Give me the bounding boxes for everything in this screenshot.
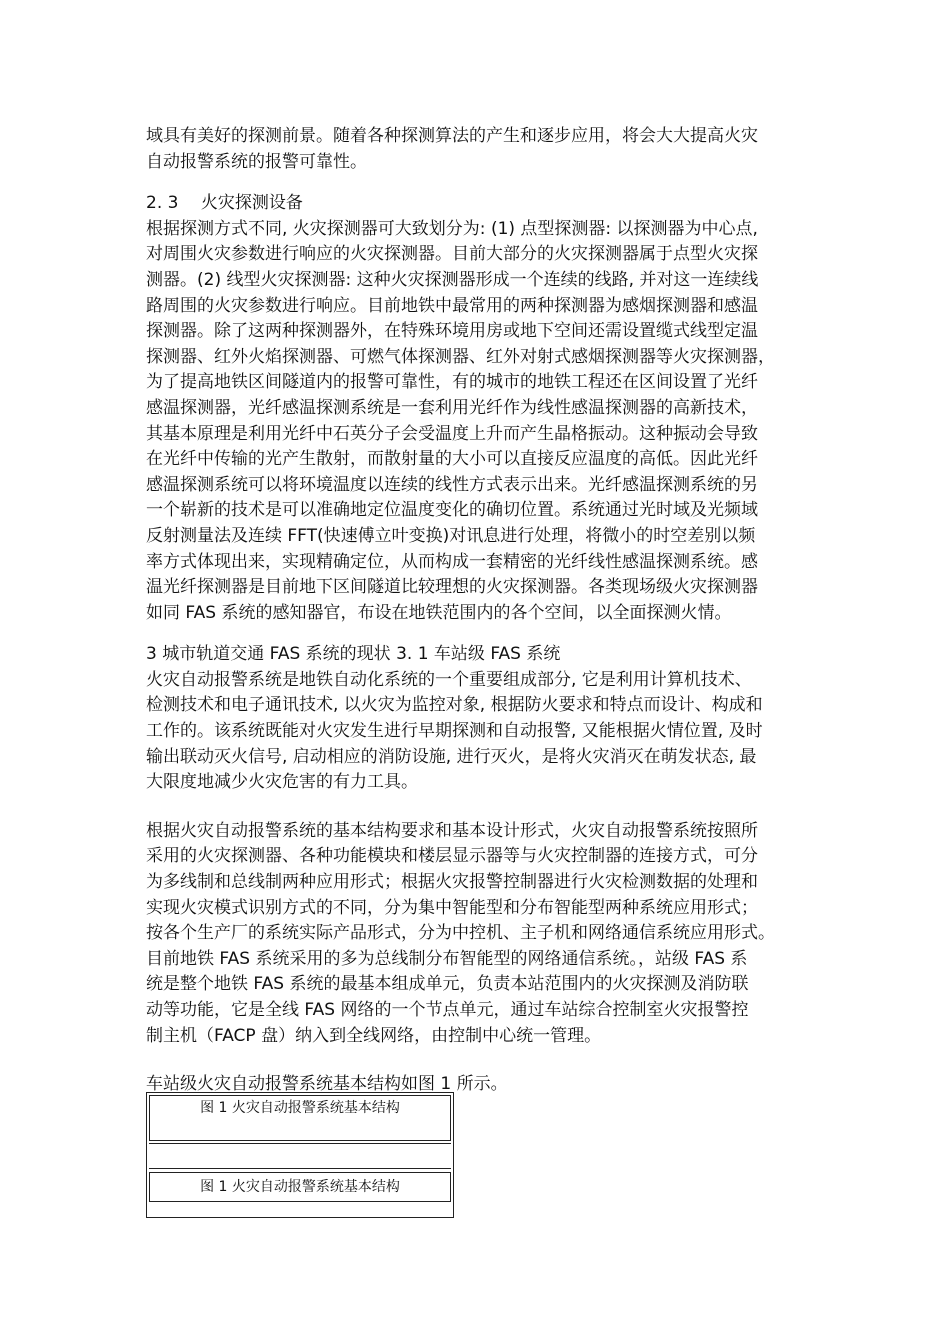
text-line: 探测器、红外火焰探测器、可燃气体探测器、红外对射式感烟探测器等火灾探测器，: [146, 346, 775, 367]
text-line: 检测技术和电子通讯技术, 以火灾为监控对象, 根据防火要求和特点而设计、构成和: [146, 695, 763, 716]
figure-caption: 图 1 火灾自动报警系统基本结构: [200, 1179, 400, 1195]
text-line: 目前地铁 FAS 系统采用的多为总线制分布智能型的网络通信系统。，站级 FAS 系: [146, 948, 748, 969]
text-line: 根据火灾自动报警系统的基本结构要求和基本设计形式，火灾自动报警系统按照所: [146, 820, 758, 841]
text-line: 统是整个地铁 FAS 系统的最基本组成单元，负责本站范围内的火灾探测及消防联: [146, 974, 749, 995]
text-line: 探测器。除了这两种探测器外，在特殊环境用房或地下空间还需设置缆式线型定温: [146, 321, 758, 342]
text-line: 制主机（FACP 盘）纳入到全线网络，由控制中心统一管理。: [146, 1025, 602, 1046]
text-line: 采用的火灾探测器、各种功能模块和楼层显示器等与火灾控制器的连接方式，可分: [146, 846, 758, 867]
text-line: 工作的。该系统既能对火灾发生进行早期探测和自动报警, 又能根据火情位置, 及时: [146, 721, 763, 742]
figure-empty-row: [149, 1143, 451, 1169]
text-line: 按各个生产厂的系统实际产品形式，分为中控机、主子机和网络通信系统应用形式。: [146, 923, 775, 944]
text-line: 感温探测系统可以将环境温度以连续的线性方式表示出来。光纤感温探测系统的另: [146, 474, 758, 495]
text-line: 动等功能，它是全线 FAS 网络的一个节点单元，通过车站综合控制室火灾报警控: [146, 1000, 749, 1020]
section-3: [146, 642, 816, 796]
document-body: [146, 124, 816, 1098]
text-line: 火灾自动报警系统是地铁自动化系统的一个重要组成部分, 它是利用计算机技术、: [146, 669, 752, 690]
intro-paragraph: [146, 124, 816, 175]
section-2-3-body: [146, 217, 816, 627]
text-line: 率方式体现出来，实现精确定位，从而构成一套精密的光纤线性感温探测系统。感: [146, 551, 758, 572]
text-line: 测器。(2) 线型火灾探测器: 这种火灾探测器形成一个连续的线路, 并对这一连续线: [146, 269, 759, 290]
text-line: 域具有美好的探测前景。随着各种探测算法的产生和逐步应用，将会大大提高火灾: [146, 126, 758, 146]
structure-paragraph: [146, 819, 816, 1049]
text-line: 输出联动灭火信号, 启动相应的消防设施, 进行灭火，是将火灾消灭在萌发状态, 最: [146, 746, 757, 767]
section-2-3: [146, 191, 816, 626]
text-line: 路周围的火灾参数进行响应。目前地铁中最常用的两种探测器为感烟探测器和感温: [146, 295, 758, 316]
text-line: 为了提高地铁区间隧道内的报警可靠性，有的城市的地铁工程还在区间设置了光纤: [146, 372, 758, 393]
text-line: 大限度地减少火灾危害的有力工具。: [146, 772, 418, 793]
text-line: 自动报警系统的报警可靠性。: [146, 151, 367, 172]
figure-intro: 车站级火灾自动报警系统基本结构如图 1 所示。: [146, 1074, 508, 1095]
text-line: 感温探测器，光纤感温探测系统是一套利用光纤作为线性感温探测器的高新技术，: [146, 397, 758, 418]
text-line: 温光纤探测器是目前地下区间隧道比较理想的火灾探测器。各类现场级火灾探测器: [146, 577, 758, 598]
figure-1-table: [146, 1092, 454, 1218]
figure-caption: 图 1 火灾自动报警系统基本结构: [200, 1100, 400, 1116]
text-line: 根据探测方式不同, 火灾探测器可大致划分为: (1) 点型探测器: 以探测器为中心点,: [146, 218, 758, 239]
text-line: 反射测量法及连续 FFT(快速傅立叶变换)对讯息进行处理，将微小的时空差别以频: [146, 525, 756, 546]
section-heading: 3 城市轨道交通 FAS 系统的现状 3. 1 车站级 FAS 系统: [146, 644, 561, 665]
text-line: 如同 FAS 系统的感知器官，布设在地铁范围内的各个空间，以全面探测火情。: [146, 602, 732, 623]
text-line: 在光纤中传输的光产生散射，而散射量的大小可以直接反应温度的高低。因此光纤: [146, 449, 758, 470]
text-line: 为多线制和总线制两种应用形式；根据火灾报警控制器进行火灾检测数据的处理和: [146, 872, 758, 893]
text-line: 实现火灾模式识别方式的不同，分为集中智能型和分布智能型两种系统应用形式；: [146, 897, 758, 918]
section-heading: 2. 3 火灾探测设备: [146, 193, 303, 214]
section-3-body: [146, 668, 816, 796]
text-line: 其基本原理是利用光纤中石英分子会受温度上升而产生晶格振动。这种振动会导致: [146, 423, 758, 444]
figure-caption-cell: [149, 1172, 451, 1202]
figure-caption-cell: [149, 1095, 451, 1141]
text-line: 一个崭新的技术是可以准确地定位温度变化的确切位置。系统通过光时域及光频域: [146, 500, 758, 521]
text-line: 对周围火灾参数进行响应的火灾探测器。目前大部分的火灾探测器属于点型火灾探: [146, 244, 758, 265]
